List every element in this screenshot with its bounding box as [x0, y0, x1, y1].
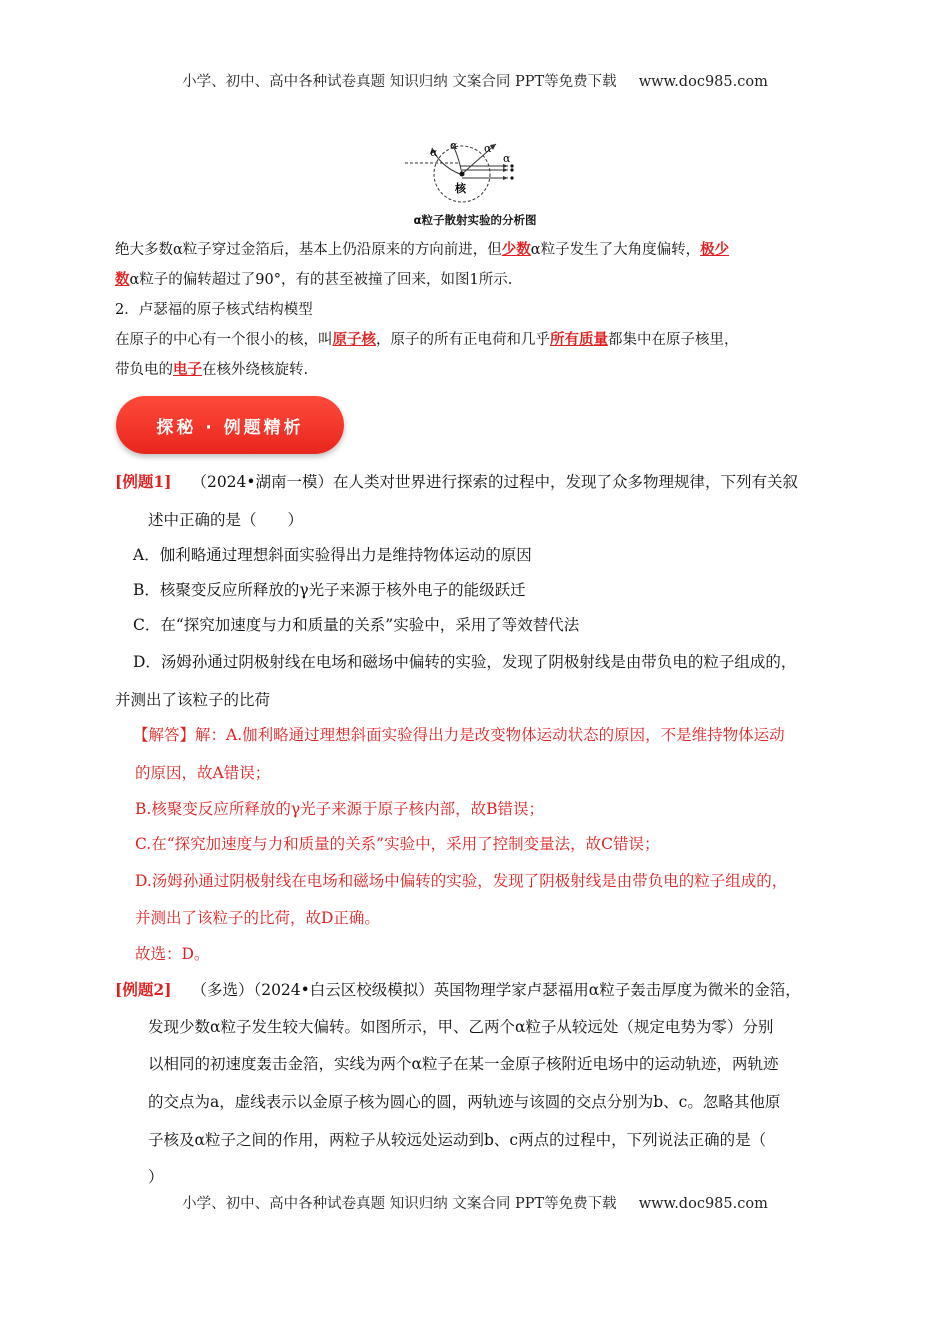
- a1-line-7: 故选：D。: [135, 945, 210, 963]
- intro-line-1: 绝大多数α粒子穿过金箔后，基本上仍沿原来的方向前进，但少数α粒子发生了大角度偏转，极少: [115, 241, 730, 258]
- alpha-label-4: α: [503, 152, 511, 165]
- footer-site: www.doc985.com: [638, 1196, 768, 1212]
- q1-stem-line-1: [例题1] （2024•湖南一模）在人类对世界进行探索的过程中，发现了众多物理规律，下列有关叙: [115, 472, 799, 491]
- intro-line-3: 在原子的中心有一个很小的核，叫原子核，原子的所有正电荷和几乎所有质量都集中在原子核里，: [115, 331, 739, 348]
- nucleus-dot: [460, 172, 465, 177]
- a1-line-2: 的原因，故A错误；: [135, 764, 271, 782]
- keyword-electron: 电子: [173, 361, 202, 378]
- header-text: 小学、初中、高中各种试卷真题 知识归纳 文案合同 PPT等免费下载: [182, 74, 617, 90]
- a1-line-1: 【解答】解：A.伽利略通过理想斜面实验得出力是改变物体运动状态的原因，不是维持物体运动: [133, 726, 785, 744]
- q2-stem-line-1: [例题2] （多选）（2024•白云区校级模拟）英国物理学家卢瑟福用α粒子轰击厚度为微米的金箔，: [115, 980, 801, 999]
- q1-stem-line-2: 述中正确的是（ ）: [148, 511, 304, 529]
- a1-line-3: B.核聚变反应所释放的γ光子来源于原子核内部，故B错误；: [135, 800, 544, 818]
- scattering-diagram: [400, 136, 550, 216]
- keyword-shaoshu: 少数: [501, 241, 531, 258]
- q1-option-d-line-1: D．汤姆孙通过阴极射线在电场和磁场中偏转的实验，发现了阴极射线是由带负电的粒子组成的，: [133, 653, 797, 671]
- q1-option-d-line-2: 并测出了该粒子的比荷: [115, 691, 271, 709]
- alpha-label-3: α: [484, 142, 492, 155]
- section-banner: [116, 396, 344, 454]
- page-header: [0, 70, 950, 91]
- q2-stem-line-3: 以相同的初速度轰击金箔，实线为两个α粒子在某一金原子核附近电场中的运动轨迹，两轨迹: [148, 1055, 779, 1073]
- intro-line-2: 数α粒子的偏转超过了90°，有的甚至被撞了回来，如图1所示.: [115, 271, 513, 288]
- keyword-mass: 所有质量: [550, 331, 608, 348]
- a1-line-5: D.汤姆孙通过阴极射线在电场和磁场中偏转的实验，发现了阴极射线是由带负电的粒子组成的，: [135, 872, 788, 890]
- footer-text: 小学、初中、高中各种试卷真题 知识归纳 文案合同 PPT等免费下载: [182, 1196, 617, 1212]
- page-footer: [0, 1192, 950, 1213]
- q1-option-a: A．伽利略通过理想斜面实验得出力是维持物体运动的原因: [133, 546, 532, 564]
- a1-line-6: 并测出了该粒子的比荷，故D正确。: [135, 909, 380, 927]
- q2-stem-line-4: 的交点为a，虚线表示以金原子核为圆心的圆，两轨迹与该圆的交点分别为b、c。忽略其他原: [148, 1093, 781, 1111]
- alpha-label-2: α: [450, 139, 458, 152]
- nucleus-label: 核: [455, 182, 466, 195]
- q1-option-b: B．核聚变反应所释放的γ光子来源于核外电子的能级跃迁: [133, 581, 526, 599]
- keyword-shu: 数: [115, 271, 130, 288]
- q2-stem-line-2: 发现少数α粒子发生较大偏转。如图所示，甲、乙两个α粒子从较远处（规定电势为零）分别: [148, 1018, 774, 1036]
- alpha-label-1: α: [430, 146, 438, 159]
- section-heading-2: 2．卢瑟福的原子核式结构模型: [115, 302, 313, 318]
- intro-line-4: 带负电的电子在核外绕核旋转.: [115, 361, 309, 378]
- q1-tag: [例题1]: [115, 472, 172, 491]
- q1-option-c: C．在“探究加速度与力和质量的关系”实验中，采用了等效替代法: [133, 616, 580, 634]
- a1-line-4: C.在“探究加速度与力和质量的关系”实验中，采用了控制变量法，故C错误；: [135, 835, 660, 853]
- banner-label: 探秘 · 例题精析: [156, 417, 304, 438]
- scattering-figure: [400, 136, 550, 216]
- keyword-jishao: 极少: [700, 241, 730, 258]
- q2-stem-line-5: 子核及α粒子之间的作用，两粒子从较远处运动到b、c两点的过程中，下列说法正确的是（: [148, 1131, 767, 1149]
- keyword-nucleus: 原子核: [332, 331, 376, 348]
- q2-stem-line-6: ）: [148, 1168, 164, 1186]
- q2-tag: [例题2]: [115, 980, 172, 999]
- figure-caption: α粒子散射实验的分析图: [413, 213, 537, 227]
- header-site: www.doc985.com: [638, 74, 768, 90]
